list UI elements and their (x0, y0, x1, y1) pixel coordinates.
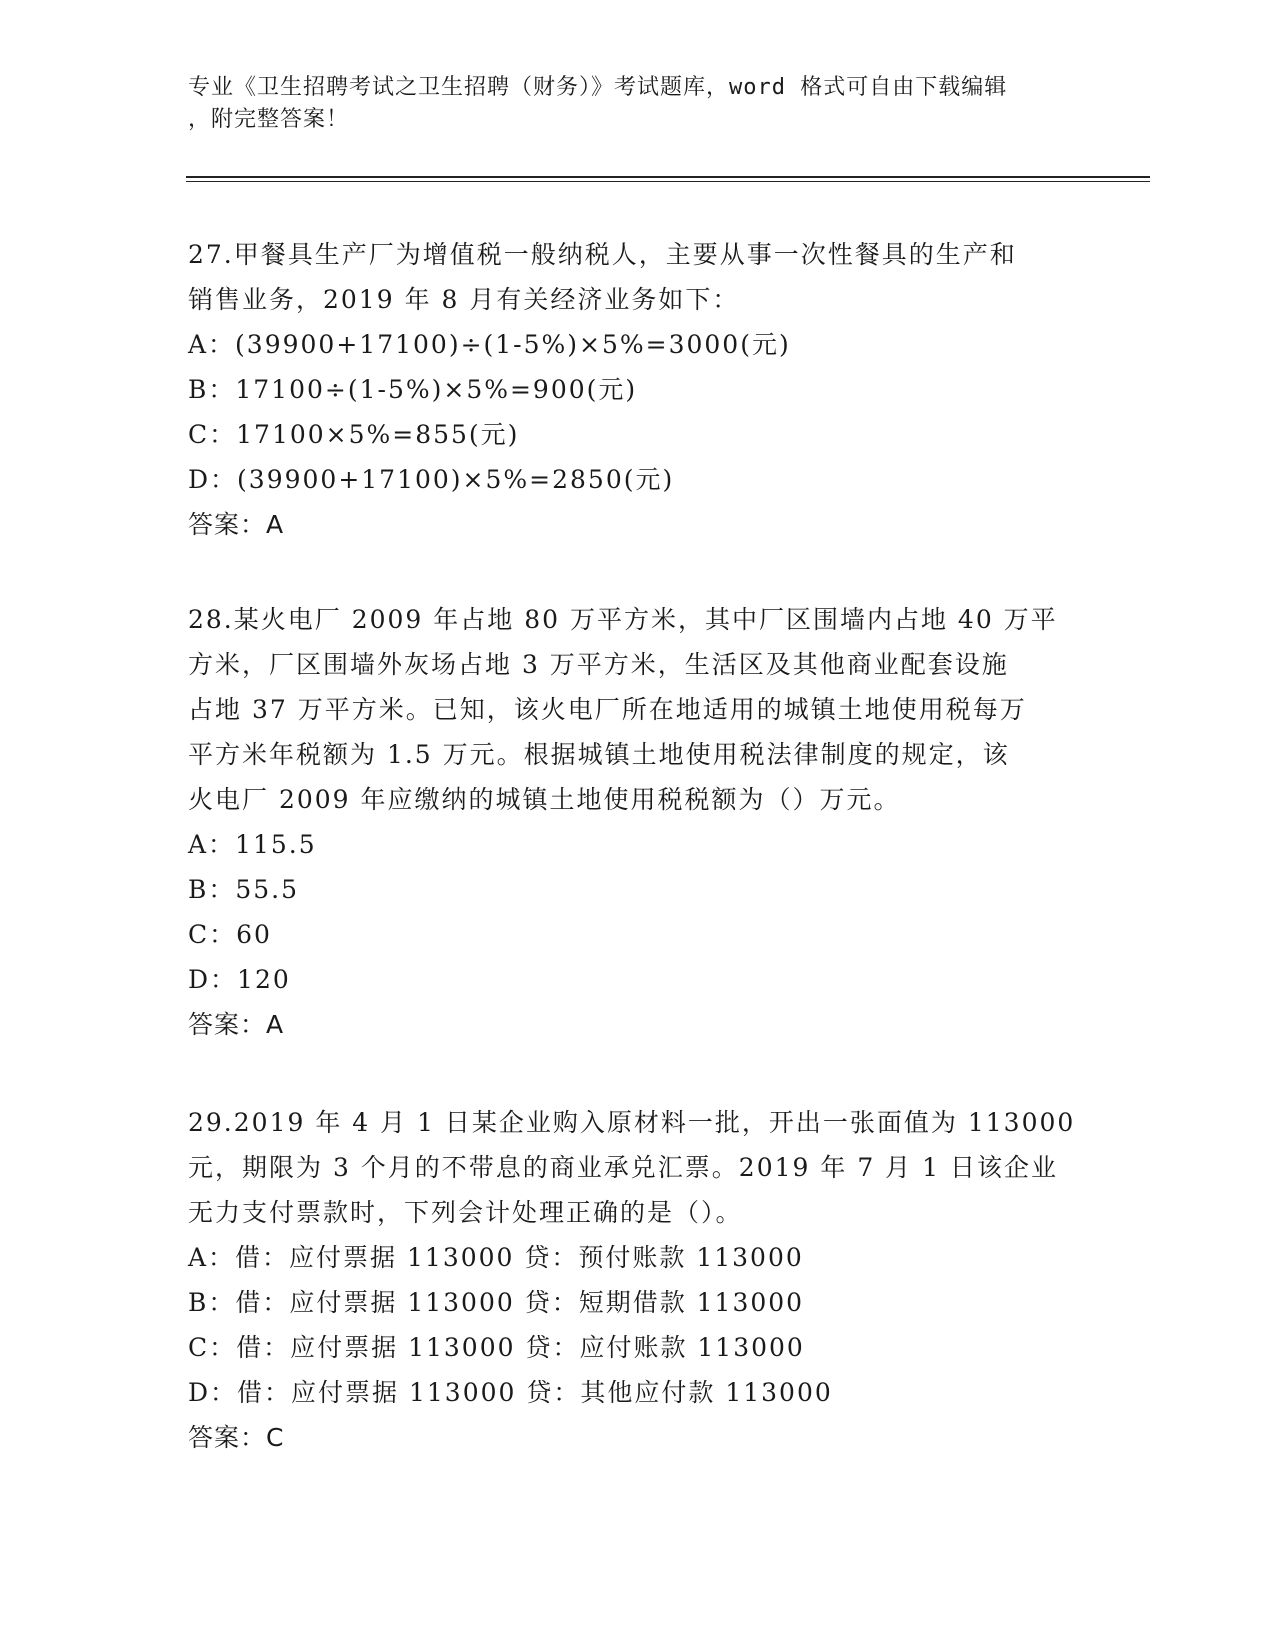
option-b: B：55.5 (188, 875, 300, 904)
option-a: A：115.5 (188, 830, 317, 859)
answer-line: 答案：C (188, 1423, 285, 1452)
header-line-2: ，附完整答案！ (188, 107, 350, 132)
option-a: A：借：应付票据 113000 贷：预付账款 113000 (188, 1243, 804, 1272)
answer-line: 答案：A (188, 510, 285, 539)
question-stem-line: 占地 37 万平方米。已知，该火电厂所在地适用的城镇土地使用税每万 (188, 695, 1027, 724)
question-stem-line: 29.2019 年 4 月 1 日某企业购入原材料一批，开出一张面值为 113000 (188, 1108, 1076, 1137)
option-c: C：17100×5%=855(元) (188, 420, 520, 449)
answer-line: 答案：A (188, 1010, 285, 1039)
option-a: A：(39900+17100)÷(1-5%)×5%=3000(元) (188, 330, 791, 359)
header-divider-thin (186, 181, 1150, 182)
option-c: C：借：应付票据 113000 贷：应付账款 113000 (188, 1333, 805, 1362)
question-stem-line: 火电厂 2009 年应缴纳的城镇土地使用税税额为（）万元。 (188, 785, 901, 814)
option-b: B：17100÷(1-5%)×5%=900(元) (188, 375, 638, 404)
question-stem-line: 方米，厂区围墙外灰场占地 3 万平方米，生活区及其他商业配套设施 (188, 650, 1009, 679)
question-27 (188, 232, 1088, 547)
option-b: B：借：应付票据 113000 贷：短期借款 113000 (188, 1288, 805, 1317)
option-d: D：(39900+17100)×5%=2850(元) (188, 465, 675, 494)
option-d: D：借：应付票据 113000 贷：其他应付款 113000 (188, 1378, 833, 1407)
question-29 (188, 1100, 1088, 1460)
header-line-1: 专业《卫生招聘考试之卫生招聘（财务）》考试题库，word 格式可自由下载编辑 (188, 75, 1008, 100)
document-header (188, 72, 1068, 136)
question-stem-line: 平方米年税额为 1.5 万元。根据城镇土地使用税法律制度的规定，该 (188, 740, 1010, 769)
option-c: C：60 (188, 920, 272, 949)
question-stem-line: 27.甲餐具生产厂为增值税一般纳税人，主要从事一次性餐具的生产和 (188, 240, 1017, 269)
question-stem-line: 元，期限为 3 个月的不带息的商业承兑汇票。2019 年 7 月 1 日该企业 (188, 1153, 1058, 1182)
question-stem-line: 28.某火电厂 2009 年占地 80 万平方米，其中厂区围墙内占地 40 万平 (188, 605, 1058, 634)
question-stem-line: 销售业务，2019 年 8 月有关经济业务如下： (188, 285, 740, 314)
header-divider (186, 176, 1150, 178)
option-d: D：120 (188, 965, 291, 994)
question-stem-line: 无力支付票款时，下列会计处理正确的是（）。 (188, 1198, 743, 1227)
question-28 (188, 597, 1088, 1047)
